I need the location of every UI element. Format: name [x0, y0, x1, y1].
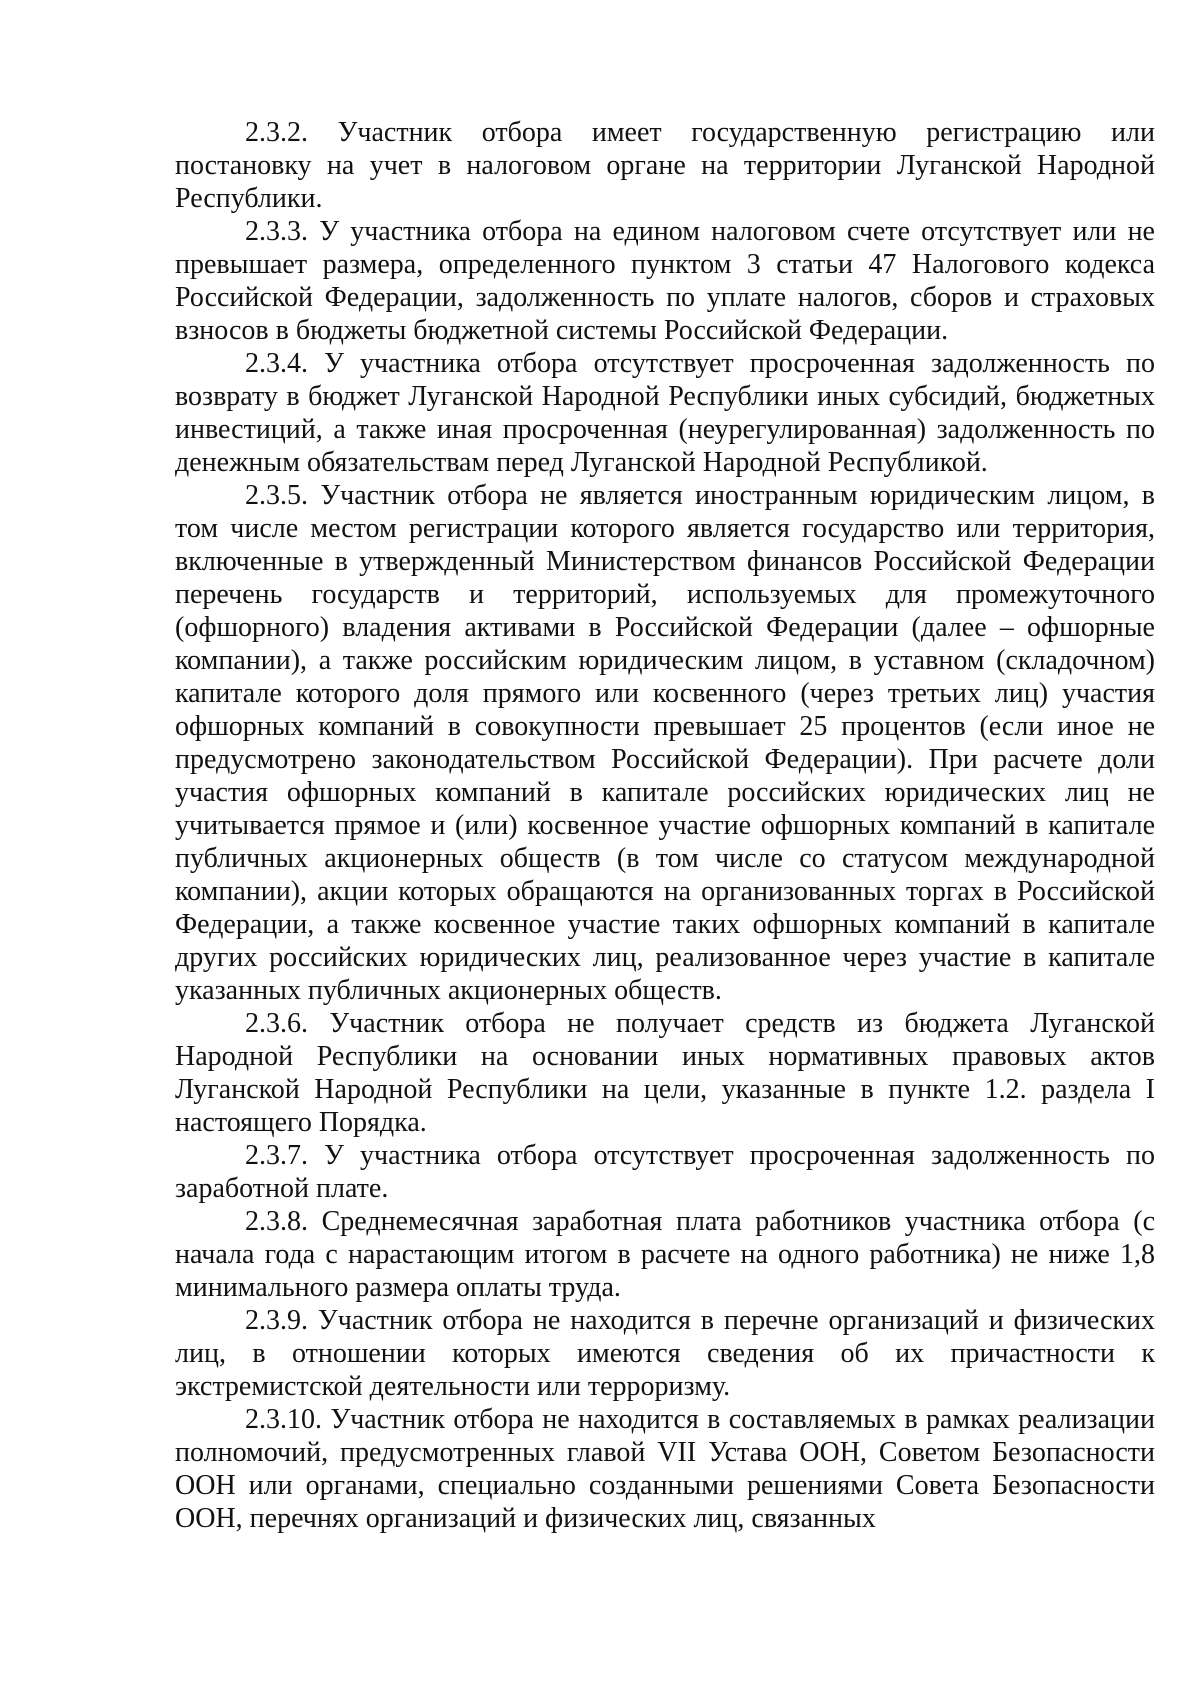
paragraph-2-3-8: 2.3.8. Среднемесячная заработная плата работников участника отбора (с начала года с нарастающим итогом в расчете на одного работника) не ниже 1,8 минимального размера оплаты труда.: [175, 1206, 1155, 1303]
paragraph-2-3-6: 2.3.6. Участник отбора не получает средств из бюджета Луганской Народной Республики на основании иных нормативных правовых актов Луганской Народной Республики на цели, указанные в пункте 1.2. раздела I настоящего Порядка.: [175, 1008, 1155, 1138]
document-body: [175, 116, 1155, 1535]
paragraph-2-3-9: 2.3.9. Участник отбора не находится в перечне организаций и физических лиц, в отношении которых имеются сведения об их причастности к экстремистской деятельности или терроризму.: [175, 1305, 1155, 1402]
paragraph-2-3-10: 2.3.10. Участник отбора не находится в составляемых в рамках реализации полномочий, предусмотренных главой VII Устава ООН, Советом Безопасности ООН или органами, специально созданными решениями Совета Безопасности ООН, перечнях организаций и физических лиц, связанных: [175, 1404, 1155, 1534]
paragraph-2-3-3: 2.3.3. У участника отбора на едином налоговом счете отсутствует или не превышает размера, определенного пунктом 3 статьи 47 Налогового кодекса Российской Федерации, задолженность по уплате налогов, сборов и страховых взносов в бюджеты бюджетной системы Российской Федерации.: [175, 216, 1155, 346]
paragraph-2-3-5: 2.3.5. Участник отбора не является иностранным юридическим лицом, в том числе местом регистрации которого является государство или территория, включенные в утвержденный Министерством финансов Российской Федерации перечень государств и территорий, используемых для промежуточного (офшорного) владения активами в Российской Федерации (далее – офшорные компании), а также российским юридическим лицом, в уставном (складочном) капитале которого доля прямого или косвенного (через третьих лиц) участия офшорных компаний в совокупности превышает 25 процентов (если иное не предусмотрено законодательством Российской Федерации). При расчете доли участия офшорных компаний в капитале российских юридических лиц не учитывается прямое и (или) косвенное участие офшорных компаний в капитале публичных акционерных обществ (в том числе со статусом международной компании), акции которых обращаются на организованных торгах в Российской Федерации, а также косвенное участие таких офшорных компаний в капитале других российских юридических лиц, реализованное через участие в капитале указанных публичных акционерных обществ.: [175, 480, 1155, 1006]
paragraph-2-3-2: 2.3.2. Участник отбора имеет государственную регистрацию или постановку на учет в налоговом органе на территории Луганской Народной Республики.: [175, 117, 1155, 214]
paragraph-2-3-4: 2.3.4. У участника отбора отсутствует просроченная задолженность по возврату в бюджет Луганской Народной Республики иных субсидий, бюджетных инвестиций, а также иная просроченная (неурегулированная) задолженность по денежным обязательствам перед Луганской Народной Республикой.: [175, 348, 1155, 478]
paragraph-2-3-7: 2.3.7. У участника отбора отсутствует просроченная задолженность по заработной плате.: [175, 1140, 1155, 1204]
